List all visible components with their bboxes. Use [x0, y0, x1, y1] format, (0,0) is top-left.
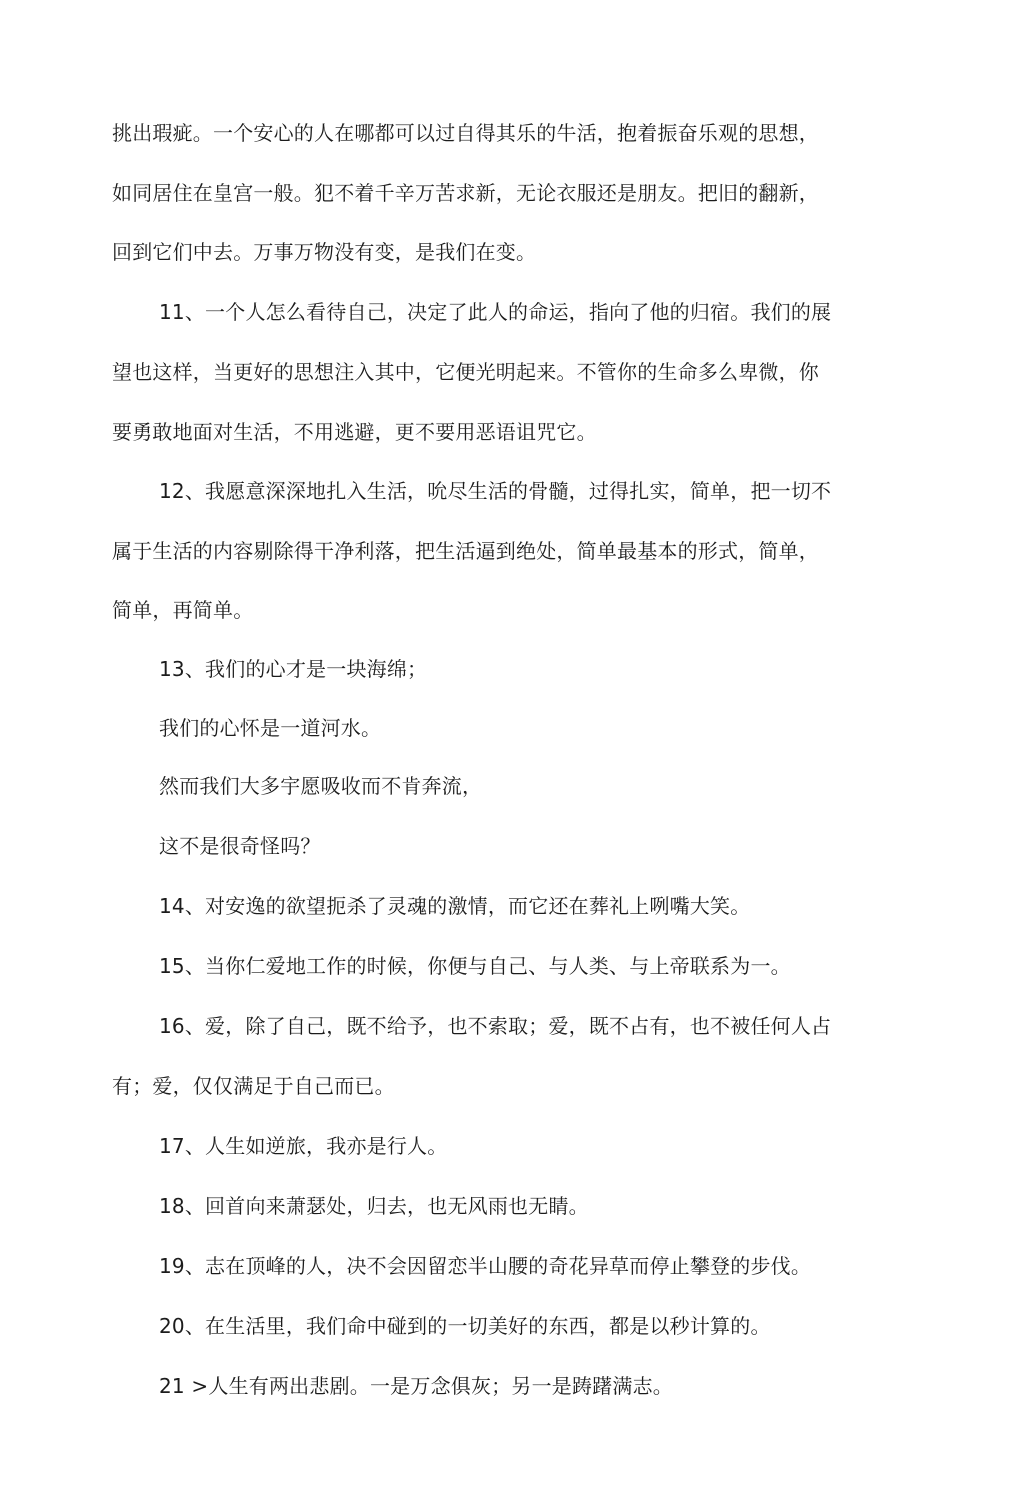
text-line: 12、我愿意深深地扎入生活，吮尽生活的骨髓，过得扎实，简单，把一切不: [159, 479, 832, 503]
text-line: 15、当你仁爱地工作的时候，你便与自己、与人类、与上帝联系为一。: [159, 954, 791, 978]
text-line: 望也这样，当更好的思想注入其中，它便光明起来。不管你的生命多么卑微，你: [112, 360, 819, 384]
text-line: 14、对安逸的欲望扼杀了灵魂的激情，而它还在葬礼上咧嘴大笑。: [159, 894, 751, 918]
text-line: 回到它们中去。万事万物没有变，是我们在变。: [112, 240, 537, 264]
text-line: 21 >人生有两出悲剧。一是万念俱灰；另一是踌躇满志。: [159, 1374, 673, 1398]
text-line: 我们的心怀是一道河水。: [159, 716, 382, 740]
text-line: 要勇敢地面对生活，不用逃避，更不要用恶语诅咒它。: [112, 420, 597, 444]
text-line: 20、在生活里，我们命中碰到的一切美好的东西，都是以秒计算的。: [159, 1314, 771, 1338]
text-line: 16、爱，除了自己，既不给予，也不索取；爱，既不占有，也不被任何人占: [159, 1014, 832, 1038]
text-line: 13、我们的心才是一块海绵；: [159, 657, 428, 681]
text-line: 17、人生如逆旅，我亦是行人。: [159, 1134, 448, 1158]
text-line: 19、志在顶峰的人，决不会因留恋半山腰的奇花异草而停止攀登的步伐。: [159, 1254, 812, 1278]
text-line: 18、回首向来萧瑟处，归去，也无风雨也无睛。: [159, 1194, 589, 1218]
text-line: 如同居住在皇宫一般。犯不着千辛万苦求新，无论衣服还是朋友。把旧的翻新，: [112, 181, 819, 205]
text-line: 11、一个人怎么看待自己，决定了此人的命运，指向了他的归宿。我们的展: [159, 300, 832, 324]
text-line: 这不是很奇怪吗？: [159, 834, 321, 858]
text-line: 有；爱，仅仅满足于自己而已。: [112, 1074, 395, 1098]
text-line: 属于生活的内容剔除得干净利落，把生活逼到绝处，简单最基本的形式，简单，: [112, 539, 819, 563]
text-line: 挑出瑕疵。一个安心的人在哪都可以过自得其乐的牛活，抱着振奋乐观的思想，: [112, 121, 819, 145]
text-line: 然而我们大多宇愿吸收而不肯奔流，: [159, 774, 483, 798]
text-line: 简单，再简单。: [112, 598, 254, 622]
